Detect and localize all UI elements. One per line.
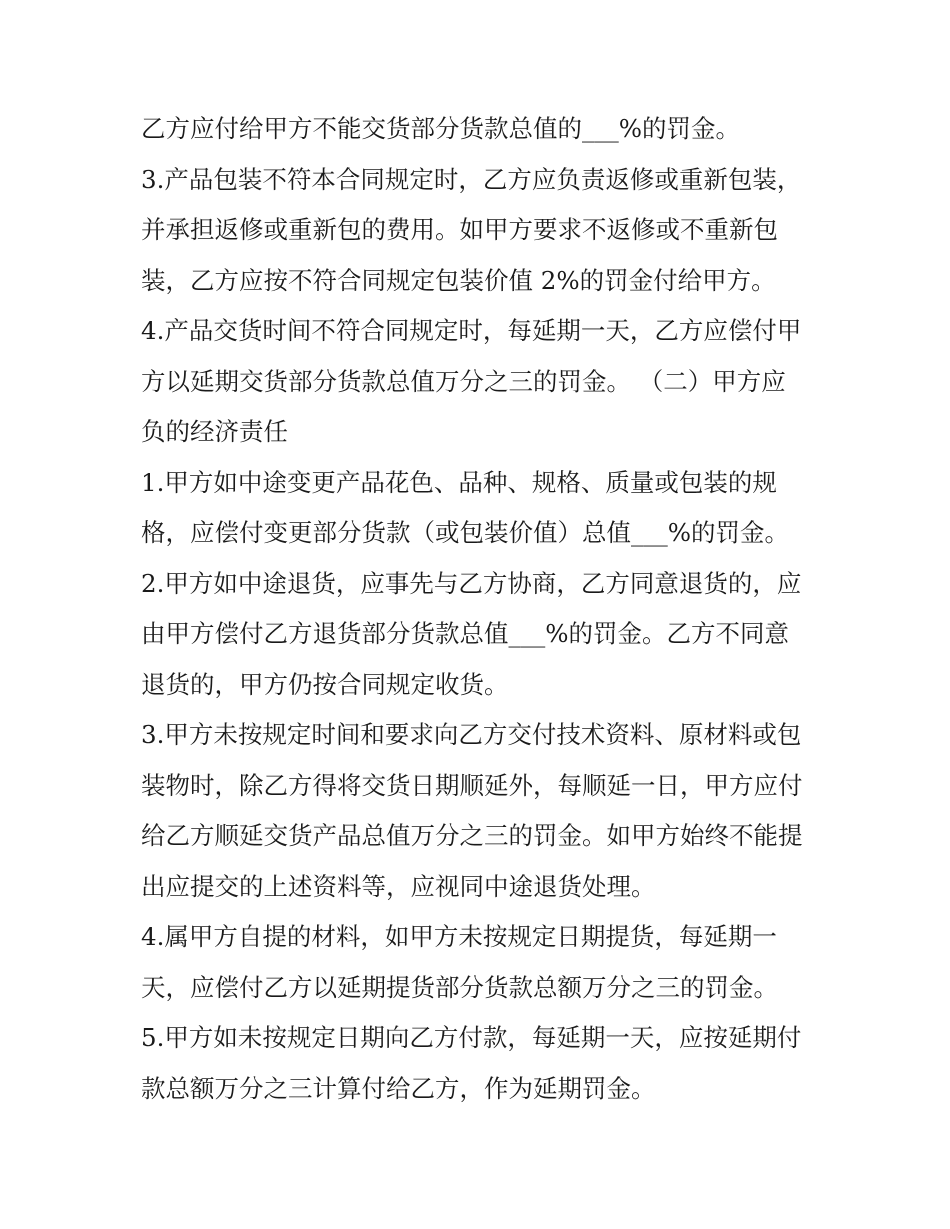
text-line: 负的经济责任: [141, 417, 288, 446]
text-line: 装物时，除乙方得将交货日期顺延外，每顺延一日，甲方应付: [141, 770, 803, 800]
text-line: 装，乙方应按不符合同规定包装价值 2%的罚金付给甲方。: [141, 265, 776, 295]
text-line: 格，应偿付变更部分货款（或包装价值）总值___%的罚金。: [141, 518, 790, 547]
text-line: 乙方应付给甲方不能交货部分货款总值的___%的罚金。: [141, 114, 741, 143]
text-line: 1.甲方如中途变更产品花色、品种、规格、质量或包装的规: [141, 467, 777, 497]
text-line: 出应提交的上述资料等，应视同中途退货处理。: [141, 871, 656, 901]
text-line: 2.甲方如中途退货，应事先与乙方协商，乙方同意退货的，应: [141, 568, 802, 598]
text-line: 5.甲方如未按规定日期向乙方付款，每延期一天，应按延期付: [141, 1023, 802, 1052]
text-line: 方以延期交货部分货款总值万分之三的罚金。 （二）甲方应: [141, 366, 786, 396]
text-line: 4.产品交货时间不符合同规定时，每延期一天，乙方应偿付甲: [141, 316, 802, 345]
text-line: 天，应偿付乙方以延期提货部分货款总额万分之三的罚金。: [141, 972, 778, 1002]
text-line: 退货的，甲方仍按合同规定收货。: [141, 669, 509, 699]
text-line: 3.甲方未按规定时间和要求向乙方交付技术资料、原材料或包: [141, 720, 802, 749]
text-line: 给乙方顺延交货产品总值万分之三的罚金。如甲方始终不能提: [141, 821, 803, 850]
text-line: 款总额万分之三计算付给乙方，作为延期罚金。: [141, 1073, 656, 1103]
text-line: 4.属甲方自提的材料，如甲方未按规定日期提货，每延期一: [141, 922, 777, 951]
text-line: 3.产品包装不符本合同规定时，乙方应负责返修或重新包装，: [141, 164, 802, 194]
text-line: 并承担返修或重新包的费用。如甲方要求不返修或不重新包: [141, 215, 778, 244]
contract-text-body: [141, 104, 821, 1114]
text-line: 由甲方偿付乙方退货部分货款总值___%的罚金。乙方不同意: [141, 619, 790, 648]
